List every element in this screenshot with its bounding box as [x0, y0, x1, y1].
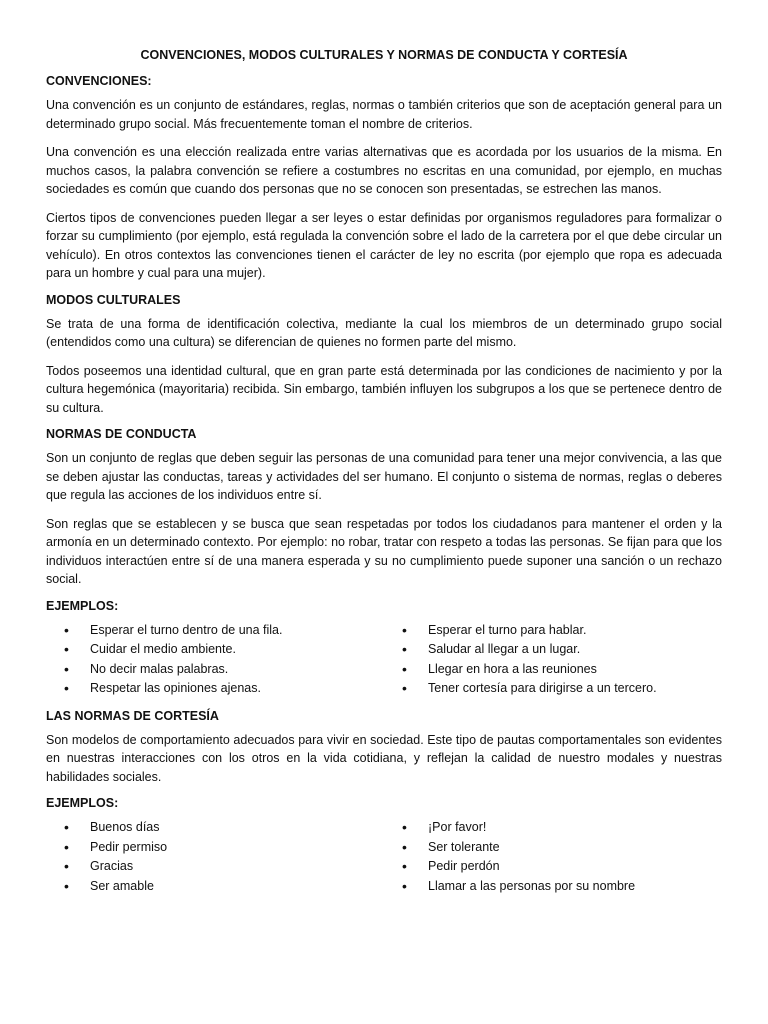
paragraph-modos-2: Todos poseemos una identidad cultural, que en gran parte está determinada por las condiciones de nacimiento y por la cultura hegemónica (mayoritaria) recibida. Sin embargo, también influyen los subgrupos a los que se pertenece dentro de su cultura. [46, 363, 722, 415]
list-item: • Pedir perdón [384, 857, 722, 877]
heading-ejemplos-conducta: EJEMPLOS: [46, 598, 119, 613]
list-item: • Saludar al llegar a un lugar. [384, 640, 722, 660]
examples-conducta-left [46, 621, 384, 699]
examples-cortesia-left [46, 818, 384, 896]
list-item: • ¡Por favor! [384, 818, 722, 838]
heading-convenciones: CONVENCIONES: [46, 74, 152, 88]
list-item: • Esperar el turno para hablar. [384, 621, 722, 641]
paragraph-convenciones-2: Una convención es una elección realizada entre varias alternativas que es acordada por los usuarios de la misma. En muchos casos, la palabra convención se refiere a costumbres no escritas en una comunidad, por ejemplo, en muchas sociedades es común que cuando dos personas que no se conocen son presentadas, se estrechen las manos. [46, 145, 722, 196]
examples-conducta-right [384, 621, 722, 699]
heading-ejemplos-cortesia: EJEMPLOS: [46, 796, 119, 810]
examples-conducta-list [46, 621, 722, 699]
list-item: • Respetar las opiniones ajenas. [46, 679, 384, 699]
paragraph-convenciones-3: Ciertos tipos de convenciones pueden llegar a ser leyes o estar definidas por organismos reguladores para formalizar o forzar su cumplimiento (por ejemplo, está regulada la convención sobre el lado de la carretera por el que debe circular un vehículo). En otros contextos las convenciones tienen el carácter de ley no escrita (por ejemplo que ropa es adecuada para un hombre y cual para una mujer). [46, 210, 722, 280]
list-item: • Esperar el turno dentro de una fila. [46, 621, 384, 641]
paragraph-cortesia-1: Son modelos de comportamiento adecuados para vivir en sociedad. Este tipo de pautas comportamentales son evidentes en nuestras interacciones con los otros en la vida cotidiana, y reflejan la calidad de nuestro modales y nuestras habilidades sociales. [46, 732, 722, 784]
list-item: • Cuidar el medio ambiente. [46, 640, 384, 660]
heading-normas-cortesia: LAS NORMAS DE CORTESÍA [46, 708, 219, 723]
list-item: • Ser tolerante [384, 838, 722, 858]
list-item: • No decir malas palabras. [46, 660, 384, 680]
paragraph-convenciones-1: Una convención es un conjunto de estándares, reglas, normas o también criterios que son de aceptación general para un determinado grupo social. Más frecuentemente toman el nombre de criterios. [46, 98, 722, 131]
list-item: • Buenos días [46, 818, 384, 838]
paragraph-normas-1: Son un conjunto de reglas que deben seguir las personas de una comunidad para tener una mejor convivencia, a las que se deben ajustar las conductas, tareas y actividades del ser humano. El conjunto o sistema de normas, reglas o deberes que regula las acciones de los individuos entre sí. [46, 451, 722, 502]
list-item: • Gracias [46, 857, 384, 877]
list-item: • Llamar a las personas por su nombre [384, 877, 722, 897]
list-item: • Tener cortesía para dirigirse a un tercero. [384, 679, 722, 699]
examples-cortesia-right [384, 818, 722, 896]
paragraph-modos-1: Se trata de una forma de identificación colectiva, mediante la cual los miembros de un determinado grupo social (entendidos como una cultura) se diferencian de quienes no formen parte del mismo. [46, 316, 722, 349]
paragraph-normas-2: Son reglas que se establecen y se busca que sean respetadas por todos los ciudadanos para mantener el orden y la armonía en un determinado contexto. Por ejemplo: no robar, tratar con respeto a todas las personas. Se fijan para que los individuos interactúen entre sí de una manera esperada y su no cumplimiento puede suponer una sanción o un rechazo social. [46, 516, 722, 586]
document-title: CONVENCIONES, MODOS CULTURALES Y NORMAS DE CONDUCTA Y CORTESÍA [140, 48, 628, 62]
list-item: • Pedir permiso [46, 838, 384, 858]
heading-modos-culturales: MODOS CULTURALES [46, 292, 181, 307]
examples-cortesia-list [46, 818, 722, 896]
list-item: • Llegar en hora a las reuniones [384, 660, 722, 680]
heading-normas-conducta: NORMAS DE CONDUCTA [46, 427, 197, 441]
list-item: • Ser amable [46, 877, 384, 897]
